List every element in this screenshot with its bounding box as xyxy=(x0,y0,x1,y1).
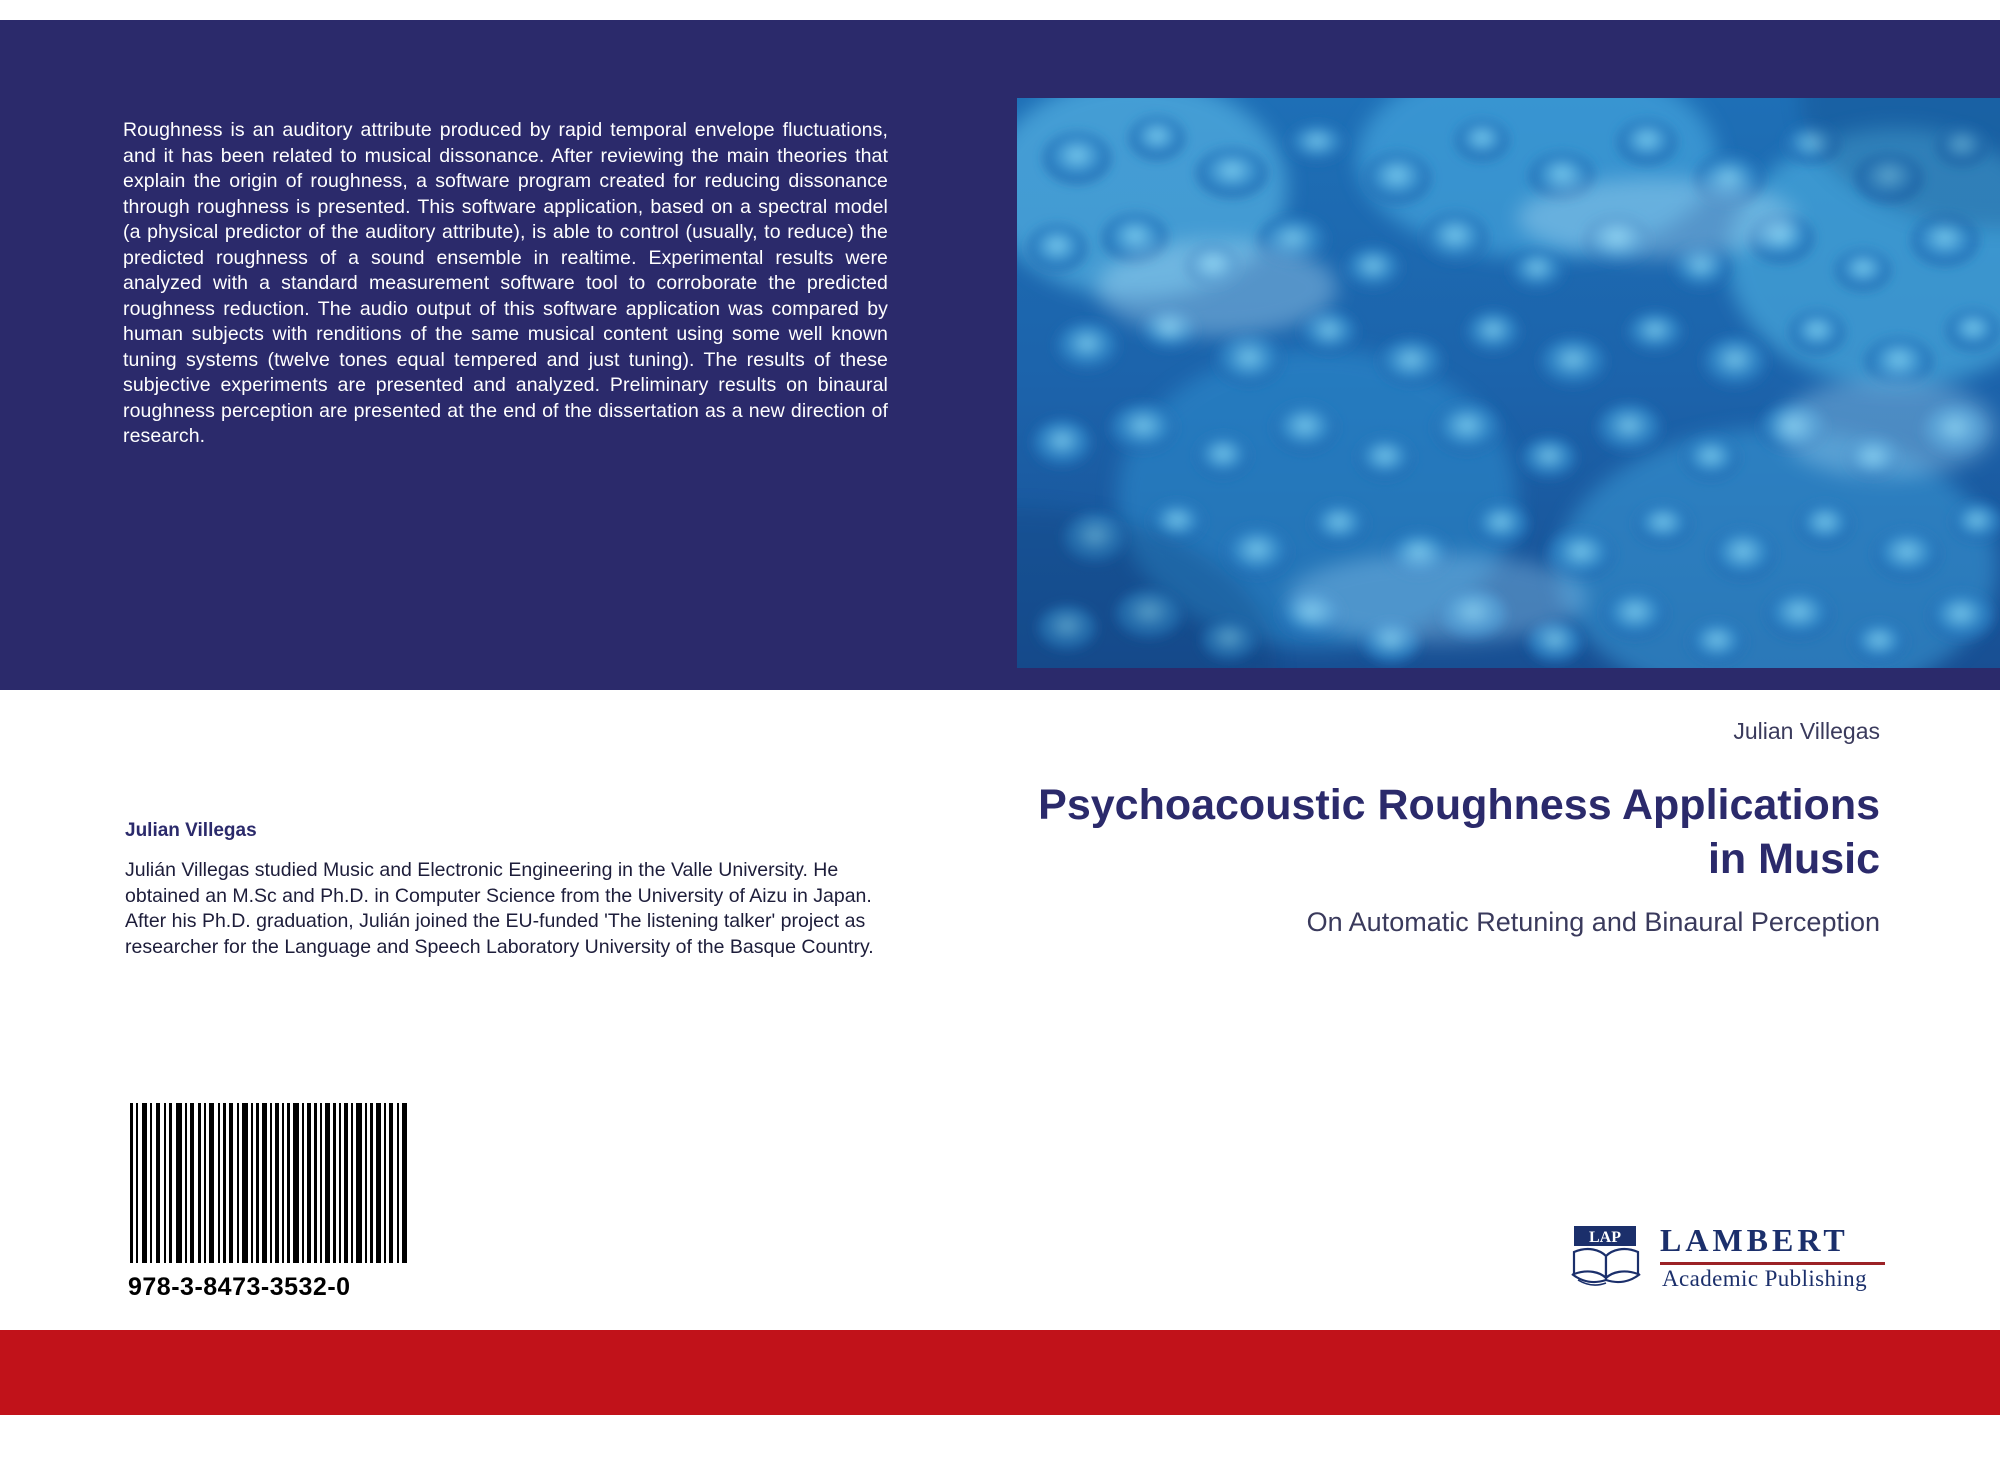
svg-text:LAP: LAP xyxy=(1589,1229,1621,1246)
cover-artwork-graphic xyxy=(1017,98,2000,668)
publisher-logo xyxy=(1568,1222,1898,1300)
author-bio-name: Julian Villegas xyxy=(125,820,257,841)
lap-book-icon xyxy=(1568,1224,1652,1286)
bottom-red-band xyxy=(0,1330,2000,1415)
publisher-tagline: Academic Publishing xyxy=(1662,1266,1867,1291)
publisher-divider xyxy=(1660,1262,1885,1265)
isbn-text: 978-3-8473-3532-0 xyxy=(128,1273,351,1301)
author-bio-text: Julián Villegas studied Music and Electronic Engineering in the Valle University. He obtained an M.Sc and Ph.D. in Computer Science from the University of Aizu in Japan. After his Ph.D. graduation, Julián joined the EU-funded 'The listening talker' project as researcher for the Language and Speech Laboratory University of the Basque Country. xyxy=(125,859,874,958)
front-cover-author: Julian Villegas xyxy=(1733,718,1880,744)
front-cover-title: Psychoacoustic Roughness Applications in Music xyxy=(1038,781,1880,883)
barcode-icon xyxy=(128,1103,410,1263)
cover-artwork xyxy=(1017,98,2000,668)
bottom-white-margin xyxy=(0,1415,2000,1457)
front-cover-subtitle: On Automatic Retuning and Binaural Perception xyxy=(1306,907,1880,937)
back-cover-blurb: Roughness is an auditory attribute produced by rapid temporal envelope fluctuations, and it has been related to musical dissonance. After reviewing the main theories that explain the origin of roughness, a software program created for reducing dissonance through roughness is presented. This software application, based on a spectral model (a physical predictor of the auditory attribute), is able to control (usually, to reduce) the predicted roughness of a sound ensemble in realtime. Experimental results were analyzed with a standard measurement software tool to corroborate the predicted roughness reduction. The audio output of this software application was compared by human subjects with renditions of the same musical content using some well known tuning systems (twelve tones equal tempered and just tuning). The results of these subjective experiments are presented and analyzed. Preliminary results on binaural roughness perception are presented at the end of the dissertation as a new direction of research. xyxy=(123,119,888,447)
barcode-block xyxy=(128,1103,418,1302)
publisher-name: LAMBERT xyxy=(1660,1222,1849,1258)
